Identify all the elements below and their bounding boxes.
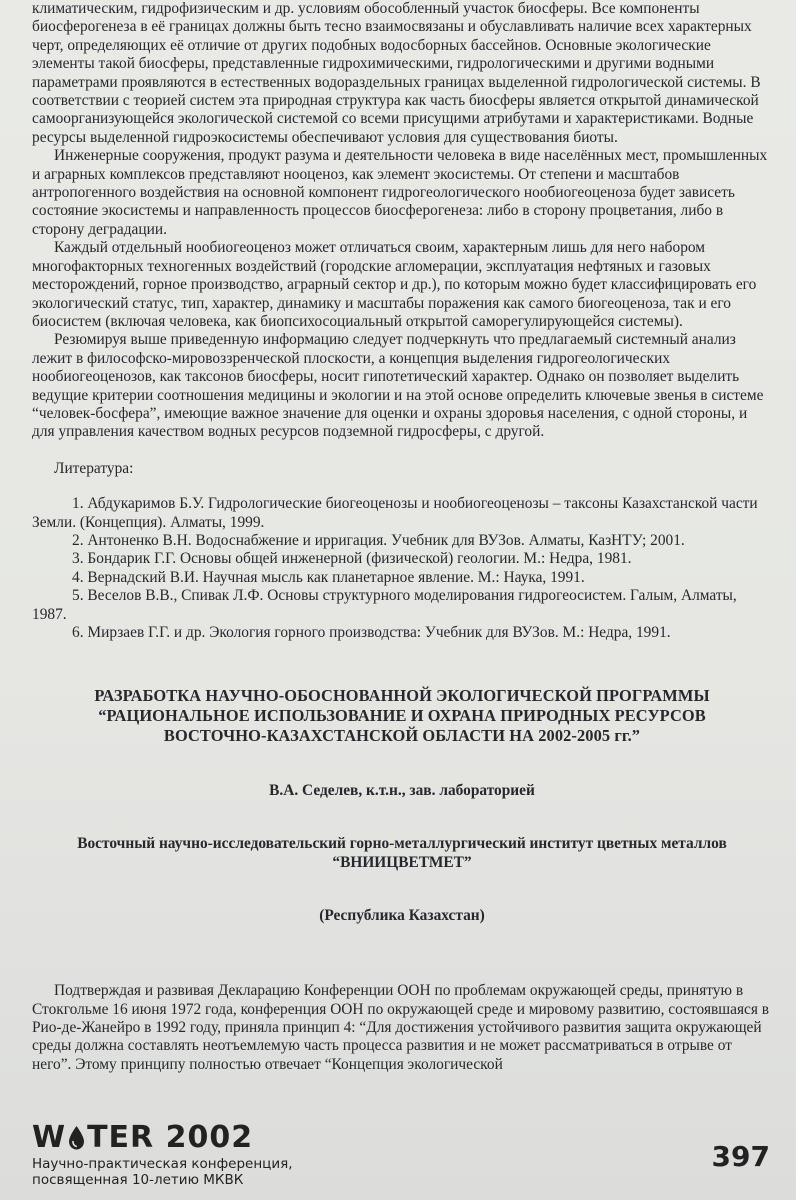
reference-number: 2. [72, 531, 84, 549]
institute-line: “ВНИИЦВЕТМЕТ” [332, 853, 472, 871]
article-country: (Республика Казахстан) [319, 906, 485, 924]
article-title-line: “РАЦИОНАЛЬНОЕ ИСПОЛЬЗОВАНИЕ И ОХРАНА ПРИРОДНЫХ РЕСУРСОВ [98, 706, 706, 726]
conference-caption [32, 1156, 772, 1188]
reference-text: Антоненко В.Н. Водоснабжение и ирригация. Учебник для ВУЗов. Алматы, КазНТУ; 2001. [87, 531, 685, 549]
reference-number: 6. [72, 624, 84, 641]
page-footer [32, 1122, 772, 1192]
reference-text: Абдукаримов Б.У. Гидрологические биогеоценозы и нообиогеоценозы – таксоны Казахстанской части Земли. (Концепция). Алматы, 1999. [32, 495, 758, 531]
water-2002-logo [32, 1122, 772, 1154]
page-number: 397 [711, 1140, 770, 1173]
conference-line: посвященная 10-летию МКВК [32, 1172, 244, 1188]
article-institute [32, 834, 772, 872]
institute-line: Восточный научно-исследовательский горно-металлургический институт цветных металлов [77, 834, 727, 852]
article-title-line: ВОСТОЧНО-КАЗАХСТАНСКОЙ ОБЛАСТИ НА 2002-2005 гг.” [163, 726, 641, 746]
logo-text: TER 2002 [87, 1120, 254, 1155]
reference-number: 4. [72, 568, 84, 586]
reference-item [32, 569, 772, 587]
reference-item [32, 532, 772, 550]
reference-number: 1. [72, 495, 84, 513]
paragraph-1: климатическим, гидрофизическим и др. условиям обособленный участок биосферы. Все компоненты биосферогенеза в её границах должны быть тесно взаимосвязаны и обуславливать наличие всех характерных черт, определяющих её отличие от других подобных водосборных бассейнов. Основные экологические элементы такой биосферы, представленные гидрохимическими, гидрологическими и другими водными параметрами проявляются в естественных водораздельных границах выделенной гидрологической системы. В соответствии с теорией систем эта природная структура как часть биосферы является открытой динамической самоорганизующейся экологической системой со всеми присущими атрибутами и характеристиками. Водные ресурсы выделенной гидроэкосистемы обеспечивают условия для существования биоты. [32, 0, 761, 146]
water-drop-icon [67, 1125, 86, 1151]
paragraph-2: Инженерные сооружения, продукт разума и деятельности человека в виде населённых мест, промышленных и аграрных комплексов представляют нооценоз, как элемент экосистемы. От степени и масштабов антропогенного воздействия на основной компонент гидрогеологического нообиогеоценоза будет зависеть состояние экосистемы и направленность процессов биосферогенеза: либо в сторону процветания, либо в сторону деградации. [32, 147, 768, 238]
article-title [32, 686, 772, 746]
reference-item [32, 624, 772, 642]
reference-text: Веселов В.В., Спивак Л.Ф. Основы структурного моделирования гидрогеосистем. Галым, Алматы, 1987. [32, 587, 737, 623]
paragraph-4: Резюмируя выше приведенную информацию следует подчеркнуть что предлагаемый системный анализ лежит в философско-мировоззренческой плоскости, а концепция выделения гидрогеологических нообиогеоценозов, как таксонов биосферы, носит гипотетический характер. Однако он позволяет выделить ведущие критерии соотношения медицины и экологии и на этой основе определить ключевые звенья в системе “человек-босфера”, имеющие важное значение для оценки и охраны здоровья населения, с одной стороны, и для управления качеством водных ресурсов подземной гидросферы, с другой. [32, 331, 764, 441]
reference-item [32, 550, 772, 568]
reference-number: 5. [72, 587, 84, 605]
article-author: В.А. Седелев, к.т.н., зав. лабораторией [269, 782, 535, 800]
paragraph-3: Каждый отдельный нообиогеоценоз может отличаться своим, характерным лишь для него набором многофакторных техногенных воздействий (городские агломерации, эксплуатация нефтяных и газовых месторождений, горное производство, аграрный сектор и др.), по которым можно будет классифицировать его экологический статус, тип, характер, динамику и масштабы поражения как самого биогеоценоза, так и его биосистем (включая человека, как биопсихосоциальный открытой саморегулирующейся системы). [32, 239, 757, 330]
reference-text: Мирзаев Г.Г. и др. Экология горного производства: Учебник для ВУЗов. М.: Недра, 1991. [87, 624, 671, 641]
literature-heading: Литература: [54, 459, 134, 477]
text-column [32, 0, 772, 1074]
reference-item [32, 495, 772, 532]
reference-text: Бондарик Г.Г. Основы общей инженерной (физической) геологии. М.: Недра, 1981. [87, 550, 632, 568]
reference-list [32, 495, 772, 642]
conference-line: Научно-практическая конференция, [32, 1156, 293, 1172]
reference-text: Вернадский В.И. Научная мысль как планетарное явление. М.: Наука, 1991. [87, 568, 585, 586]
article-title-line: РАЗРАБОТКА НАУЧНО-ОБОСНОВАННОЙ ЭКОЛОГИЧЕСКОЙ ПРОГРАММЫ [94, 686, 710, 706]
logo-letter-w: W [32, 1120, 67, 1155]
reference-item [32, 587, 772, 624]
article-body-paragraph: Подтверждая и развивая Декларацию Конференции ООН по проблемам окружающей среды, принятую в Стокгольме 16 июня 1972 года, конференция ООН по окружающей среде и мировому развитию, состоявшаяся в Рио-де-Жанейро в 1992 году, приняла принцип 4: “Для достижения устойчивого развития защита окружающей среды должна составлять неотъемлемую часть процесса развития и не может рассматриваться в отрыве от него”. Этому принципу полностью отвечает “Концепция экологической [32, 982, 770, 1073]
reference-number: 3. [72, 550, 84, 568]
